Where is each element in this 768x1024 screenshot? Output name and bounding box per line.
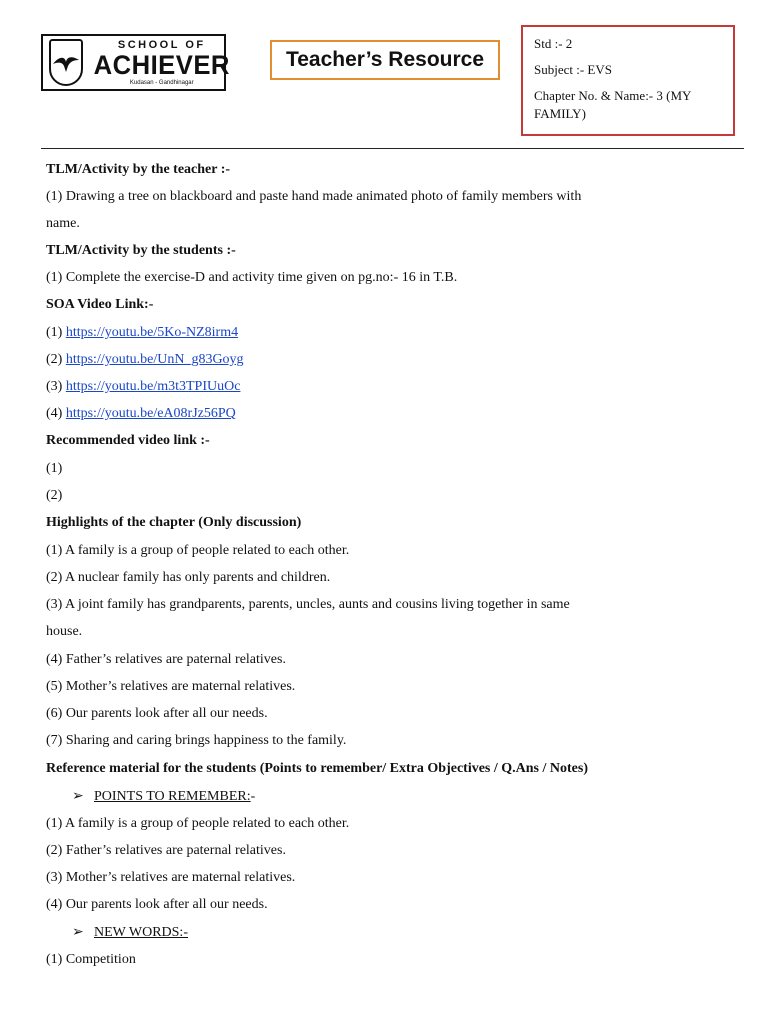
points-label-suffix: - (250, 789, 256, 804)
points-to-remember-subheading (46, 788, 255, 805)
arrow-bullet-icon: ➢ (72, 925, 84, 940)
highlight-item: (6) Our parents look after all our needs. (46, 706, 268, 721)
arrow-bullet-icon: ➢ (72, 789, 84, 804)
soa-video-item (46, 406, 236, 422)
student-activity-heading: TLM/Activity by the students :- (46, 243, 236, 258)
chapter-label (534, 87, 723, 123)
soa-video-number: (3) (46, 379, 66, 394)
subject-label: Subject :- EVS (534, 62, 612, 77)
teacher-activity-line: name. (46, 216, 80, 231)
recommended-heading: Recommended video link :- (46, 433, 210, 448)
highlight-item: (1) A family is a group of people related to each other. (46, 543, 350, 558)
soa-video-item (46, 325, 238, 341)
highlight-item: (4) Father’s relatives are paternal relatives. (46, 652, 286, 667)
points-label: POINTS TO REMEMBER: (94, 789, 251, 804)
chapter-line-1: Chapter No. & Name:- 3 (MY (534, 88, 692, 103)
point-item: (3) Mother’s relatives are maternal relatives. (46, 870, 296, 885)
reference-heading: Reference material for the students (Points to remember/ Extra Objectives / Q.Ans / Notes) (46, 761, 588, 776)
highlight-item: (3) A joint family has grandparents, parents, uncles, aunts and cousins living together in same (46, 597, 570, 612)
recommended-item: (1) (46, 461, 63, 476)
highlights-heading: Highlights of the chapter (Only discussion) (46, 515, 302, 530)
new-word-item: (1) Competition (46, 952, 136, 967)
logo-top-text: SCHOOL OF (117, 38, 206, 51)
eagle-shield-icon (49, 39, 83, 86)
highlight-item: (2) A nuclear family has only parents and children. (46, 570, 331, 585)
resource-title: Teacher’s Resource (270, 40, 500, 80)
logo-wordmark (90, 40, 234, 86)
highlight-item: (7) Sharing and caring brings happiness to the family. (46, 733, 347, 748)
teacher-activity-line: (1) Drawing a tree on blackboard and paste hand made animated photo of family members with (46, 189, 582, 204)
point-item: (2) Father’s relatives are paternal relatives. (46, 843, 286, 858)
soa-video-link[interactable]: https://youtu.be/UnN_g83Goyg (65, 352, 244, 367)
class-info-box (521, 25, 735, 136)
recommended-item: (2) (46, 488, 63, 503)
soa-video-link[interactable]: https://youtu.be/5Ko-NZ8irm4 (65, 325, 239, 340)
soa-video-link[interactable]: https://youtu.be/eA08rJz56PQ (65, 406, 236, 421)
logo-sub-text: Kudasan - Gandhinagar (129, 79, 194, 86)
teacher-activity-heading: TLM/Activity by the teacher :- (46, 162, 231, 177)
highlight-item: house. (46, 624, 83, 639)
point-item: (4) Our parents look after all our needs. (46, 897, 268, 912)
soa-video-number: (1) (46, 325, 66, 340)
soa-video-number: (2) (46, 352, 66, 367)
soa-video-link[interactable]: https://youtu.be/m3t3TPIUuOc (65, 379, 241, 394)
eagle-icon (51, 50, 81, 76)
std-label: Std :- 2 (534, 36, 573, 51)
soa-video-item (46, 379, 240, 395)
chapter-line-2: FAMILY) (534, 106, 586, 121)
soa-video-item (46, 352, 244, 368)
logo-main-text: ACHIEVER (93, 49, 230, 80)
new-words-subheading (46, 924, 188, 941)
point-item: (1) A family is a group of people related to each other. (46, 816, 350, 831)
new-words-label: NEW WORDS:- (94, 925, 188, 940)
header-divider (41, 148, 744, 149)
soa-video-number: (4) (46, 406, 66, 421)
student-activity-line: (1) Complete the exercise-D and activity time given on pg.no:- 16 in T.B. (46, 270, 458, 285)
school-logo (41, 34, 230, 91)
highlight-item: (5) Mother’s relatives are maternal relatives. (46, 679, 296, 694)
soa-video-heading: SOA Video Link:- (46, 297, 154, 312)
